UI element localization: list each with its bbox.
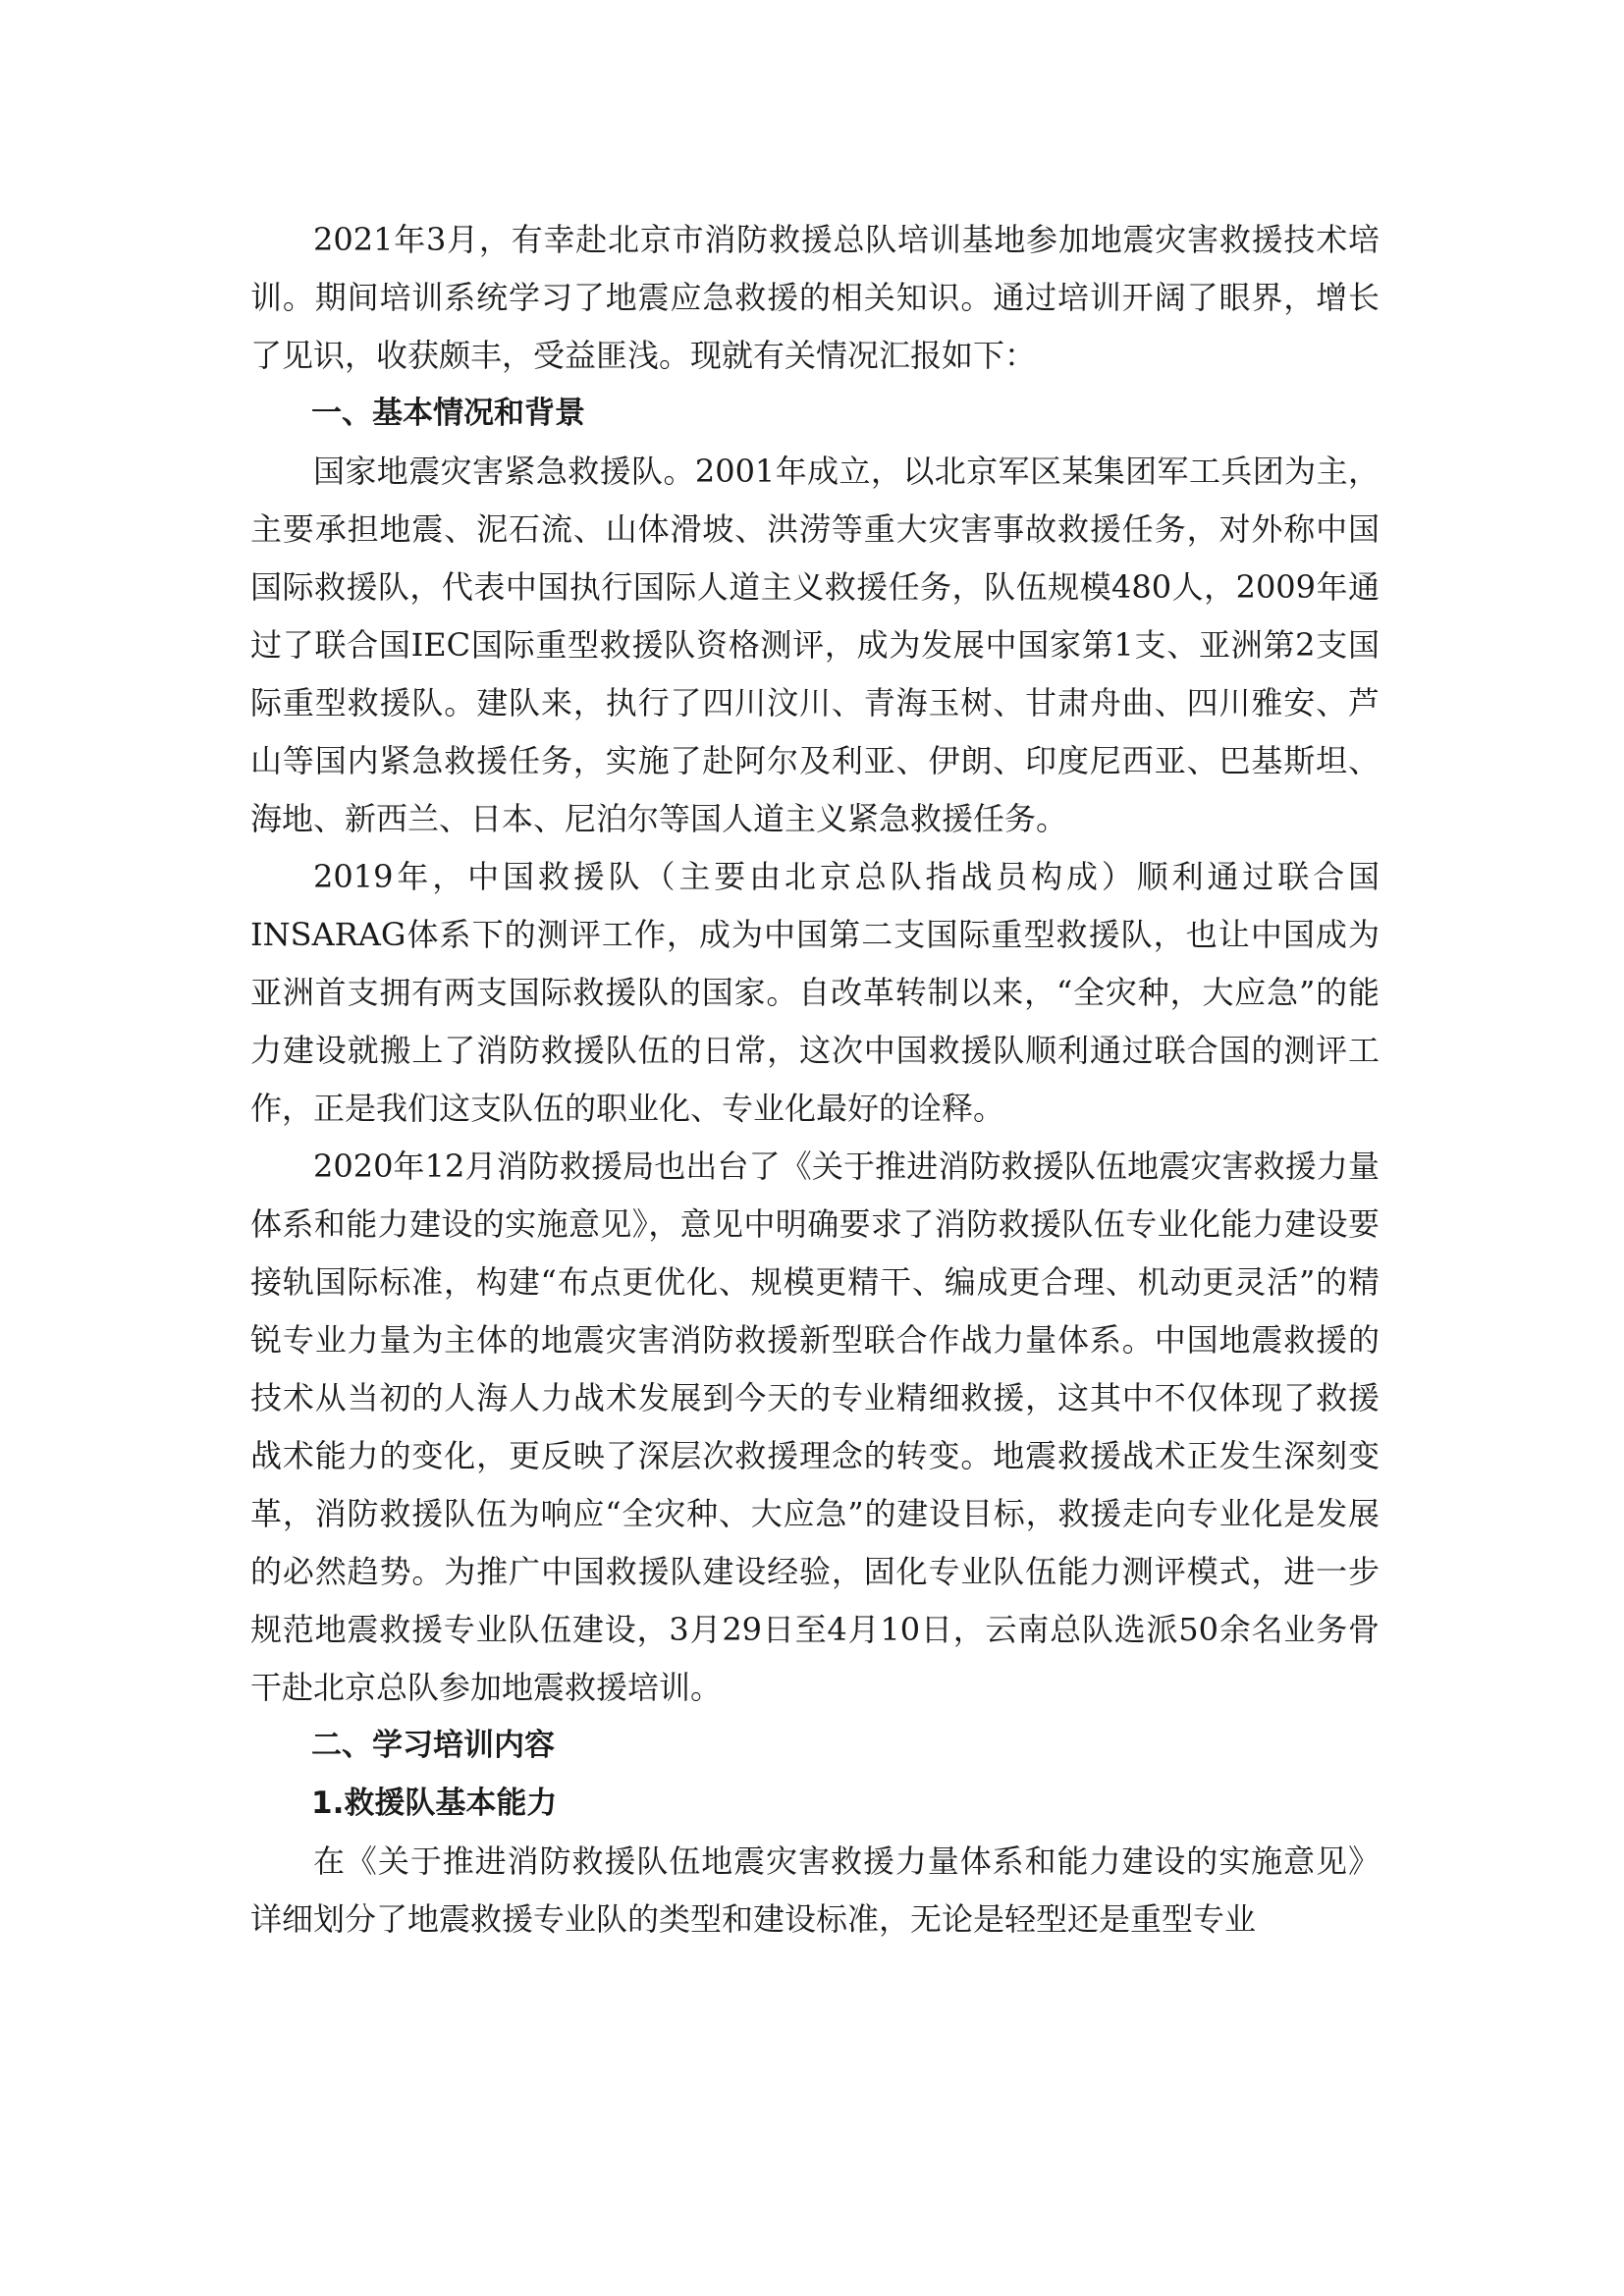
subheading-basic-capability: 1.救援队基本能力 — [311, 1786, 558, 1821]
paragraph-national-rescue-team: 国家地震灾害紧急救援队。2001年成立，以北京军区某集团军工兵团为主，主要承担地震、泥石流、山体滑坡、洪涝等重大灾害事故救援任务，对外称中国国际救援队，代表中国执行国际人道主义救援任务，队伍规模480人，2009年通过了联合国IEC国际重型救援队资格测评，成为发展中国家第1支、亚洲第2支国际重型救援队。建队来，执行了四川汶川、青海玉树、甘肃舟曲、四川雅安、芦山等国内紧急救援任务，实施了赴阿尔及利亚、伊朗、印度尼西亚、巴基斯坦、海地、新西兰、日本、尼泊尔等国人道主义紧急救援任务。 — [250, 453, 1380, 837]
intro-paragraph: 2021年3月，有幸赴北京市消防救援总队培训基地参加地震灾害救援技术培训。期间培训系统学习了地震应急救援的相关知识。通过培训开阔了眼界，增长了见识，收获颇丰，受益匪浅。现就有关情况汇报如下： — [250, 221, 1380, 374]
paragraph-2020-opinion: 2020年12月消防救援局也出台了《关于推进消防救援队伍地震灾害救援力量体系和能力建设的实施意见》，意见中明确要求了消防救援队伍专业化能力建设要接轨国际标准，构建“布点更优化、规模更精干、编成更合理、机动更灵活”的精锐专业力量为主体的地震灾害消防救援新型联合作战力量体系。中国地震救援的技术从当初的人海人力战术发展到今天的专业精细救援，这其中不仅体现了救援战术能力的变化，更反映了深层次救援理念的转变。地震救援战术正发生深刻变革，消防救援队伍为响应“全灾种、大应急”的建设目标，救援走向专业化是发展的必然趋势。为推广中国救援队建设经验，固化专业队伍能力测评模式，进一步规范地震救援专业队伍建设，3月29日至4月10日，云南总队选派50余名业务骨干赴北京总队参加地震救援培训。 — [250, 1148, 1380, 1706]
document-body — [250, 211, 1380, 1949]
section-heading-training-content: 二、学习培训内容 — [311, 1728, 555, 1763]
paragraph-2019-insarag: 2019年，中国救援队（主要由北京总队指战员构成）顺利通过联合国INSARAG体系下的测评工作，成为中国第二支国际重型救援队，也让中国成为亚洲首支拥有两支国际救援队的国家。自改革转制以来，“全灾种，大应急”的能力建设就搬上了消防救援队伍的日常，这次中国救援队顺利通过联合国的测评工作，正是我们这支队伍的职业化、专业化最好的诠释。 — [250, 858, 1380, 1127]
section-heading-basic-situation: 一、基本情况和背景 — [311, 396, 585, 431]
paragraph-capability-standards: 在《关于推进消防救援队伍地震灾害救援力量体系和能力建设的实施意见》详细划分了地震救援专业队的类型和建设标准，无论是轻型还是重型专业 — [250, 1842, 1380, 1938]
